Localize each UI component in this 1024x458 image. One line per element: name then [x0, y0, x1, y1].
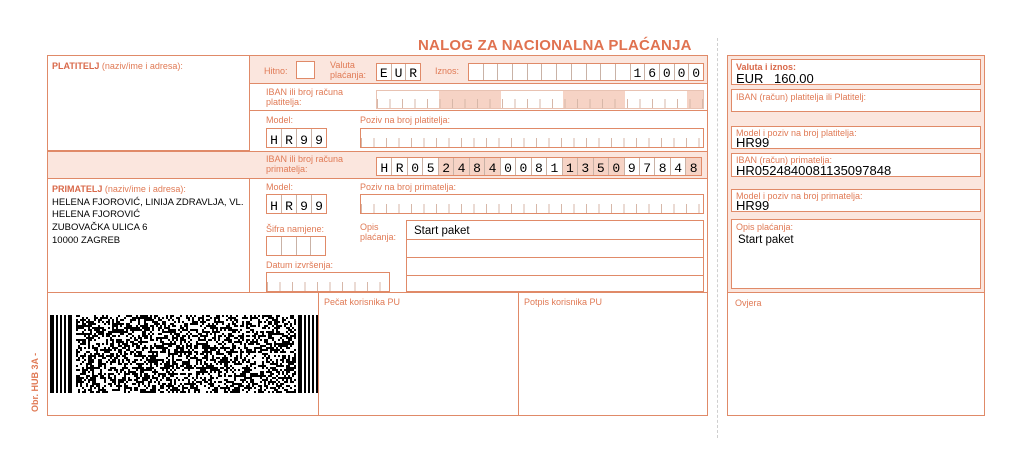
recipient-iban-char: H — [380, 161, 389, 176]
amount-digit: 0 — [659, 64, 674, 80]
receipt-payer-iban-label: IBAN (račun) platitelja ili Platitelj: — [736, 92, 867, 102]
currency-char: R — [405, 64, 420, 80]
amount-digit — [600, 64, 615, 80]
stamp-area[interactable] — [319, 293, 519, 415]
recipient-iban-char: 2 — [438, 158, 453, 175]
receipt-verification-area[interactable] — [728, 292, 984, 415]
payer-iban-row — [250, 84, 707, 111]
payer-label: PLATITELJ — [52, 61, 100, 71]
signature-label: Potpis korisnika PU — [524, 297, 603, 307]
payer-iban-label: IBAN ili broj računa platitelja: — [266, 87, 344, 107]
receipt-currency: EUR — [736, 71, 764, 86]
recipient-iban-field[interactable] — [376, 157, 702, 176]
receipt-description-label: Opis plaćanja: — [736, 222, 794, 232]
recipient-iban-char: 0 — [608, 158, 623, 175]
bottom-section — [48, 292, 707, 415]
receipt-amount-label: Valuta i iznos: — [736, 62, 797, 72]
recipient-iban-char: 1 — [546, 158, 561, 175]
recipient-label: PRIMATELJ — [52, 184, 103, 194]
receipt-recipient-iban-value: HR0524840081135097848 — [736, 163, 892, 178]
recipient-iban-char: 7 — [639, 158, 654, 175]
amount-digit: 1 — [630, 64, 645, 80]
form-title: NALOG ZA NACIONALNA PLAĆANJA — [418, 37, 692, 54]
payment-order-form — [47, 55, 708, 416]
payer-reference-field[interactable] — [360, 128, 704, 148]
signature-area[interactable] — [519, 293, 707, 415]
recipient-model-field[interactable]: H R 9 9 — [266, 194, 327, 214]
amount-digit — [571, 64, 586, 80]
receipt-description-value: Start paket — [738, 234, 794, 246]
recipient-iban-char: 3 — [577, 158, 592, 175]
urgent-checkbox[interactable] — [296, 61, 315, 79]
amount-digit — [512, 64, 527, 80]
amount-row — [250, 56, 707, 84]
receipt-amount: 160.00 — [774, 71, 814, 86]
recipient-reference-row — [250, 179, 707, 216]
receipt-verification-label: Ovjera — [735, 298, 762, 308]
amount-digit — [497, 64, 512, 80]
payer-box[interactable] — [48, 56, 250, 151]
recipient-iban-char: 0 — [515, 158, 530, 175]
amount-digit: 6 — [644, 64, 659, 80]
stamp-label: Pečat korisnika PU — [324, 297, 401, 307]
recipient-iban-char: 5 — [593, 158, 608, 175]
recipient-iban-char: 4 — [453, 158, 468, 175]
currency-char: U — [391, 64, 406, 80]
payer-label-rest: (naziv/ime i adresa): — [99, 61, 183, 71]
amount-digit — [527, 64, 542, 80]
payer-reference-label: Poziv na broj platitelja: — [360, 115, 451, 125]
recipient-iban-char: 0 — [500, 158, 515, 175]
recipient-iban-char: 4 — [670, 158, 685, 175]
perforation-line — [717, 38, 718, 438]
receipt-payer-iban-box[interactable] — [731, 89, 981, 112]
receipt-description-box[interactable] — [731, 219, 981, 289]
amount-digit — [586, 64, 601, 80]
receipt-recipient-iban-label: IBAN (račun) primatelja: — [736, 155, 833, 165]
recipient-iban-char: 9 — [624, 158, 639, 175]
description-label: Opis plaćanja: — [360, 222, 397, 242]
currency-field[interactable] — [376, 63, 421, 81]
currency-char: E — [379, 66, 388, 81]
recipient-iban-row — [48, 151, 707, 179]
form-code: Obr. HUB 3A - — [30, 352, 40, 412]
receipt-recipient-model-label: Model i poziv na broj primatelja: — [736, 191, 863, 201]
payer-model-field[interactable]: H R 9 9 — [266, 128, 327, 148]
recipient-iban-char: 4 — [484, 158, 499, 175]
receipt-amount-box[interactable] — [731, 59, 981, 85]
receipt — [727, 55, 985, 416]
amount-digit: 0 — [674, 64, 689, 80]
description-field[interactable] — [406, 220, 704, 292]
recipient-iban-char: R — [391, 158, 406, 175]
execution-date-label: Datum izvršenja: — [266, 260, 334, 270]
recipient-label-rest: (naziv/ime i adresa): — [102, 184, 186, 194]
recipient-line-1: HELENA FJOROVIĆ, LINIJA ZDRAVLJA, VL. — [52, 197, 244, 208]
recipient-iban-char: 8 — [469, 158, 484, 175]
recipient-model-label: Model: — [266, 182, 294, 192]
barcode-icon — [50, 315, 320, 395]
barcode-area — [48, 293, 319, 415]
amount-digit — [483, 64, 498, 80]
description-value: Start paket — [414, 225, 470, 237]
recipient-iban-char: 8 — [685, 158, 700, 175]
urgent-label: Hitno: — [264, 66, 288, 76]
execution-date-field[interactable] — [266, 272, 390, 292]
amount-digit — [615, 64, 630, 80]
recipient-iban-char: 8 — [531, 158, 546, 175]
amount-digit — [556, 64, 571, 80]
amount-digit — [469, 64, 483, 80]
amount-digit — [541, 64, 556, 80]
currency-label: Valuta plaćanja: — [330, 60, 367, 80]
receipt-recipient-model-box[interactable] — [731, 189, 981, 212]
recipient-line-3: ZUBOVAČKA ULICA 6 — [52, 222, 148, 233]
recipient-iban-char: 0 — [407, 158, 422, 175]
receipt-payer-model-value: HR99 — [736, 135, 770, 150]
description-area — [250, 216, 707, 292]
recipient-iban-char: 1 — [562, 158, 577, 175]
recipient-iban-char: 8 — [654, 158, 669, 175]
receipt-payer-model-label: Model i poziv na broj platitelja: — [736, 128, 857, 138]
recipient-line-4: 10000 ZAGREB — [52, 235, 121, 246]
receipt-recipient-iban-box[interactable] — [731, 153, 981, 177]
receipt-payer-model-box[interactable] — [731, 126, 981, 149]
recipient-reference-label: Poziv na broj primatelja: — [360, 182, 457, 192]
amount-label: Iznos: — [435, 66, 460, 76]
payer-model-label: Model: — [266, 115, 294, 125]
recipient-iban-char: 5 — [422, 158, 437, 175]
payer-iban-field[interactable] — [376, 90, 704, 109]
amount-field[interactable] — [468, 63, 704, 81]
recipient-reference-field[interactable] — [360, 194, 704, 214]
purpose-code-label: Šifra namjene: — [266, 224, 325, 234]
recipient-box[interactable] — [48, 179, 250, 292]
recipient-line-2: HELENA FJOROVIĆ — [52, 209, 141, 220]
amount-digit: 0 — [688, 64, 703, 80]
receipt-recipient-model-value: HR99 — [736, 198, 770, 213]
recipient-iban-label: IBAN ili broj računa primatelja: — [266, 154, 344, 174]
purpose-code-field[interactable] — [266, 236, 326, 256]
payer-reference-row — [250, 111, 707, 151]
